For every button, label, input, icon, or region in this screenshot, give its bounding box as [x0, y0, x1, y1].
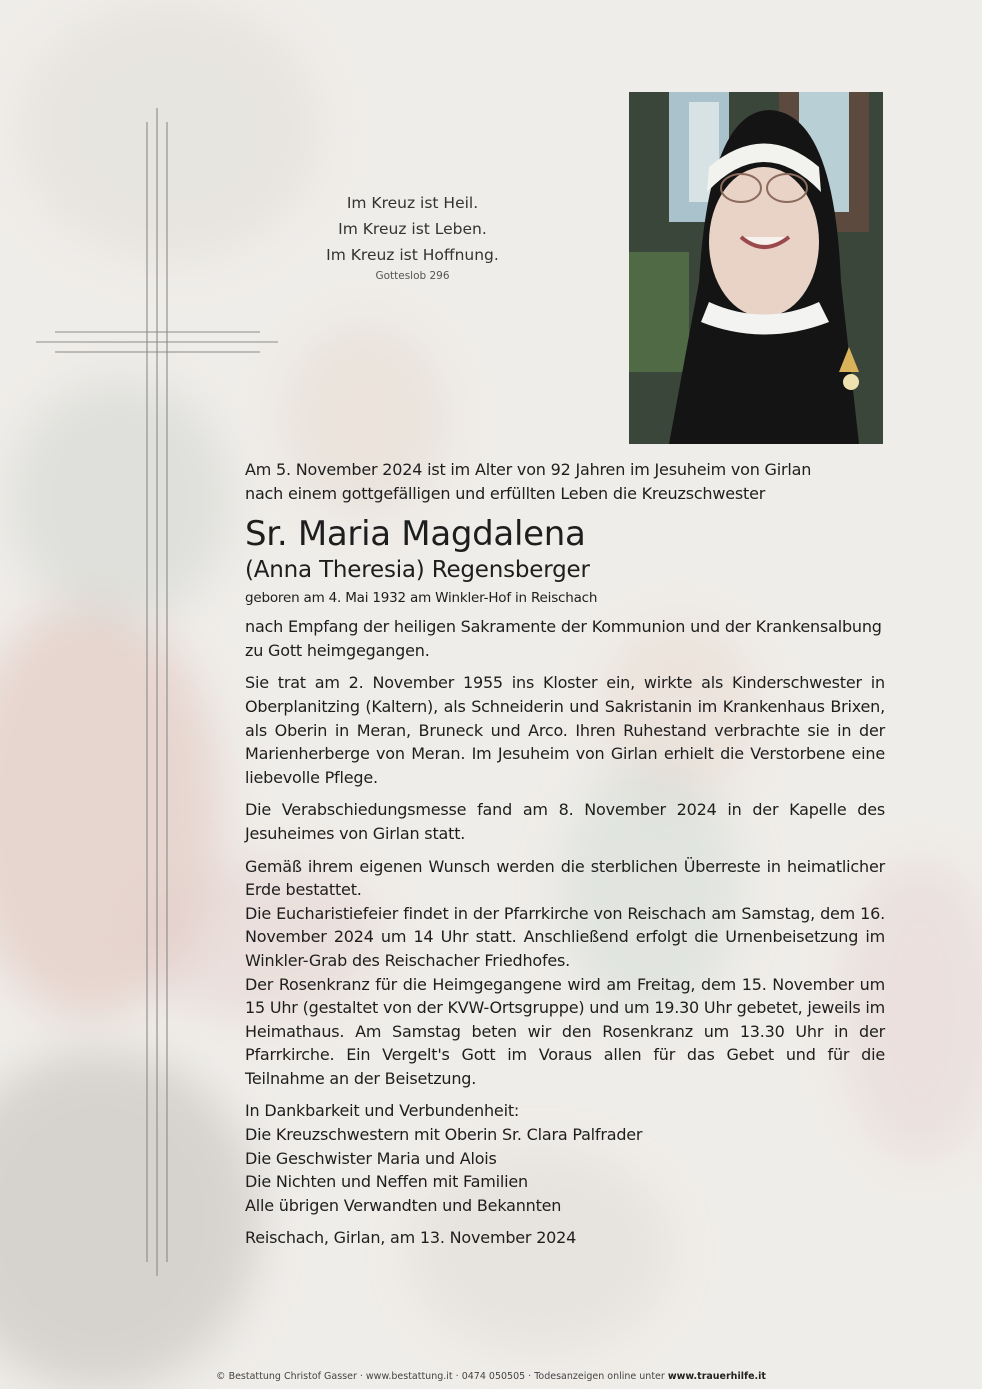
quote-line: Im Kreuz ist Heil. [346, 194, 479, 212]
place-date: Reischach, Girlan, am 13. November 2024 [245, 1228, 577, 1248]
mourner-line: Alle übrigen Verwandten und Bekannten [245, 1195, 562, 1215]
life-paragraph: Sie trat am 2. November 1955 ins Kloster ein, wirkte als Kinderschwester in Oberplanitzing (Kaltern), als Schneiderin und Sakristanin im Krankenhaus Brixen, als Oberin in Meran, Bruneck und Arco. Ihren Ruhestand verbrachte sie in der Marienherberge von Meran. Im Jesuheim von Girlan erhielt die Verstorbene eine liebevolle Pflege. [245, 673, 885, 787]
footer [0, 1371, 982, 1382]
scripture-quote [290, 190, 535, 282]
portrait-photo [629, 92, 883, 444]
intro-line: nach einem gottgefälligen und erfüllten Leben die Kreuzschwester [245, 483, 766, 503]
burial-paragraph: Gemäß ihrem eigenen Wunsch werden die sterblichen Überreste in heimatlicher Erde bestattet. [245, 856, 885, 900]
footer-website-link[interactable]: www.trauerhilfe.it [667, 1371, 766, 1382]
footer-text: © Bestattung Christof Gasser · www.bestattung.it · 0474 050505 · Todesanzeigen online unter [216, 1371, 665, 1382]
mourner-line: Die Geschwister Maria und Alois [245, 1148, 497, 1168]
deceased-name: Sr. Maria Magdalena [245, 514, 586, 555]
eucharist-paragraph: Die Eucharistiefeier findet in der Pfarrkirche von Reischach am Samstag, dem 16. November 2024 um 14 Uhr statt. Anschließend erfolgt die Urnenbeisetzung im Winkler-Grab des Reischacher Friedhofes. [245, 903, 885, 970]
quote-source: Gotteslob 296 [375, 270, 450, 282]
mourner-line: Die Nichten und Neffen mit Familien [245, 1172, 528, 1192]
mourner-line: Die Kreuzschwestern mit Oberin Sr. Clara Palfrader [245, 1125, 643, 1145]
quote-line: Im Kreuz ist Hoffnung. [326, 246, 499, 264]
sacraments-paragraph: nach Empfang der heiligen Sakramente der Kommunion und der Krankensalbung zu Gott heimgegangen. [245, 617, 882, 660]
mourners-intro: In Dankbarkeit und Verbundenheit: [245, 1101, 520, 1121]
birth-info: geboren am 4. Mai 1932 am Winkler-Hof in Reischach [245, 590, 598, 607]
rosary-paragraph: Der Rosenkranz für die Heimgegangene wird am Freitag, dem 15. November um 15 Uhr (gestaltet von der KVW-Ortsgruppe) und um 19.30 Uhr gebetet, jeweils im Heimathaus. Am Samstag beten wir den Rosenkranz um 13.30 Uhr in der Pfarrkirche. Ein Vergelt's Gott im Voraus allen für das Gebet und für die Teilnahme an der Beisetzung. [245, 974, 885, 1088]
farewell-mass-paragraph: Die Verabschiedungsmesse fand am 8. November 2024 in der Kapelle des Jesuheimes von Girlan statt. [245, 800, 885, 843]
intro-line: Am 5. November 2024 ist im Alter von 92 Jahren im Jesuheim von Girlan [245, 460, 812, 479]
obituary-text [245, 458, 885, 1250]
quote-line: Im Kreuz ist Leben. [338, 220, 487, 238]
deceased-civil-name: (Anna Theresia) Regensberger [245, 557, 590, 584]
